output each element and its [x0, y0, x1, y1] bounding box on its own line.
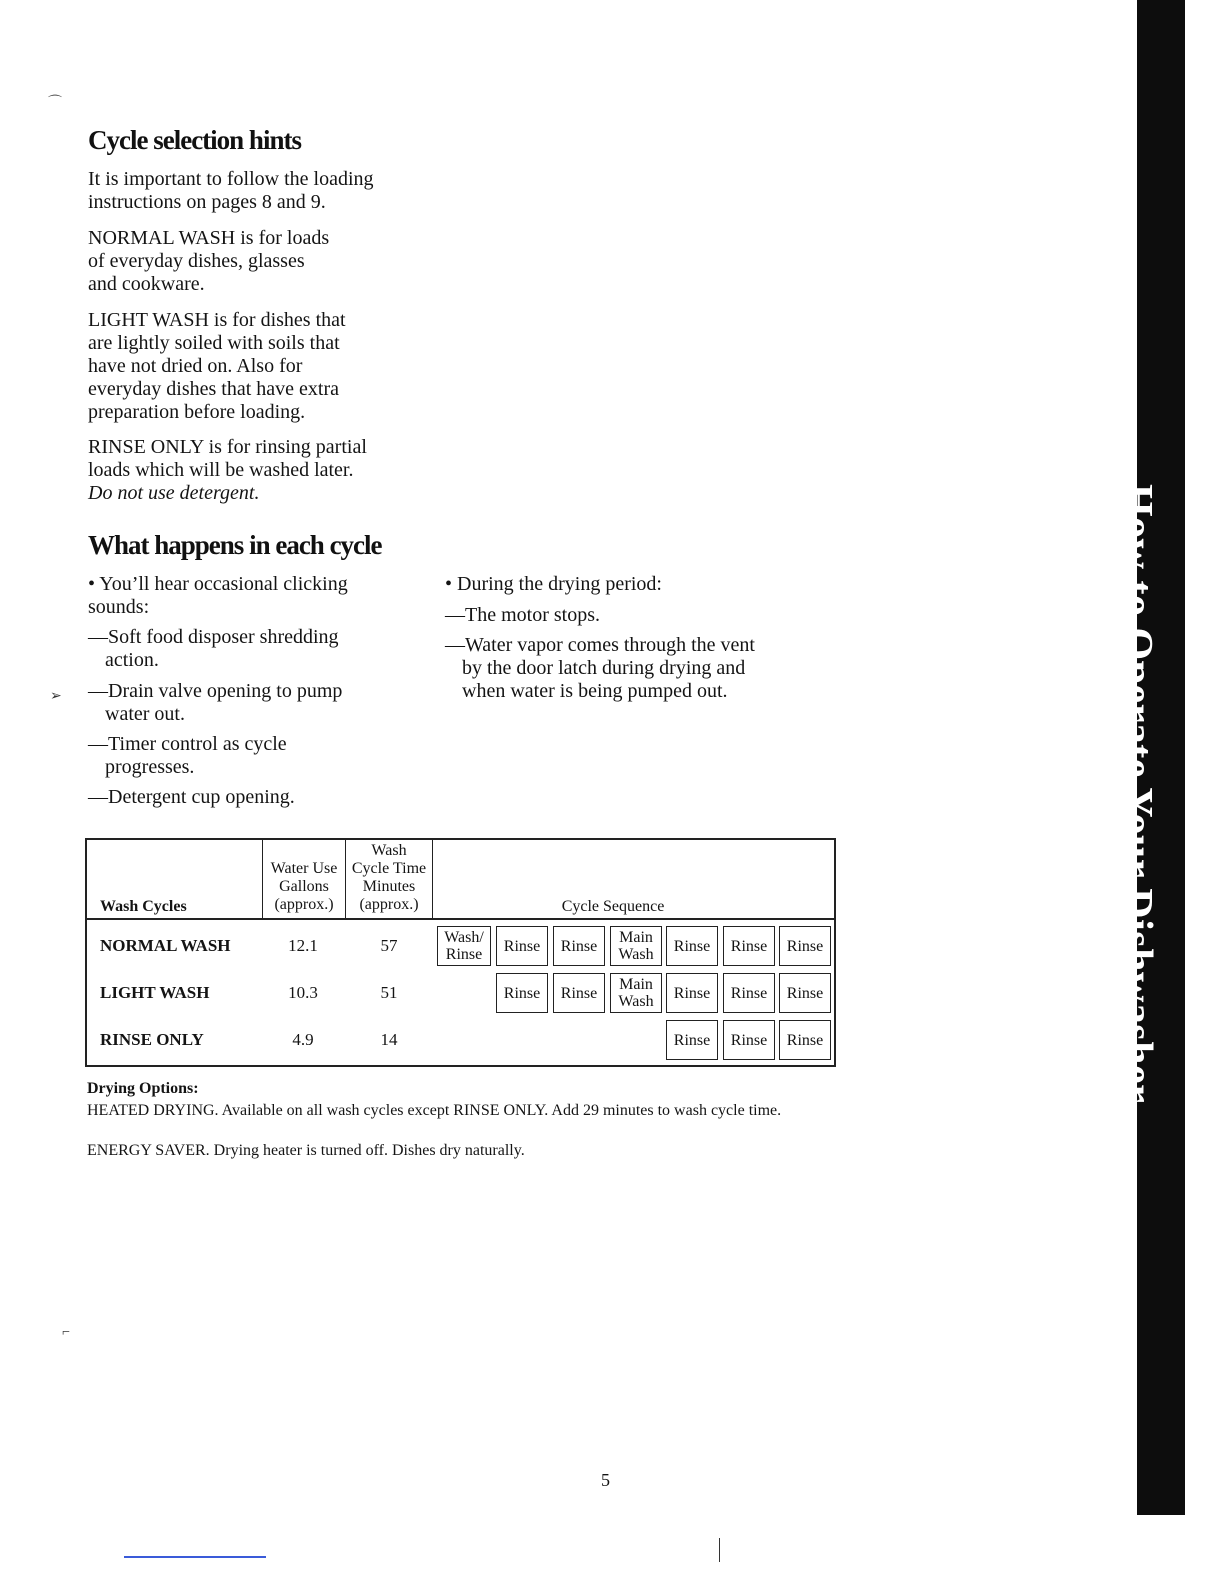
drying-energy-saver: ENERGY SAVER. Drying heater is turned off. Dishes dry naturally. — [87, 1142, 525, 1159]
step-normal-3: Rinse — [553, 926, 605, 966]
left-item-drain: —Drain valve opening to pump water out. — [88, 680, 343, 725]
step-rinse-3: Rinse — [779, 1020, 831, 1060]
cycle-hints-heading: Cycle selection hints — [88, 125, 301, 155]
right-item-vapor: —Water vapor comes through the vent by the door latch during drying and when water is being pumped out. — [445, 634, 755, 702]
header-wash-cycles: Wash Cycles — [100, 898, 187, 915]
scan-underline — [124, 1556, 266, 1558]
drying-heading: Drying Options: — [87, 1080, 199, 1097]
step-light-2: Rinse — [553, 973, 605, 1013]
minutes-normal: 57 — [380, 936, 398, 955]
right-item-bullet: • During the drying period: — [445, 573, 662, 595]
scan-mark: ➢ — [50, 689, 62, 704]
step-normal-5: Rinse — [666, 926, 718, 966]
minutes-light: 51 — [380, 983, 398, 1002]
row-label-normal: NORMAL WASH — [100, 936, 231, 955]
water-rinse: 4.9 — [292, 1030, 314, 1049]
hints-paragraph-normal: NORMAL WASH is for loads of everyday dishes, glasses and cookware. — [88, 227, 330, 295]
header-water-use: Water Use Gallons (approx.) — [270, 860, 338, 913]
row-label-rinse: RINSE ONLY — [100, 1030, 204, 1049]
step-light-4: Rinse — [666, 973, 718, 1013]
header-divider — [87, 918, 834, 920]
water-light: 10.3 — [288, 983, 318, 1002]
step-normal-2: Rinse — [496, 926, 548, 966]
step-light-3: Main Wash — [610, 973, 662, 1013]
drying-heated: HEATED DRYING. Available on all wash cycles except RINSE ONLY. Add 29 minutes to wash cycle time. — [87, 1102, 782, 1119]
step-rinse-2: Rinse — [723, 1020, 775, 1060]
step-normal-6: Rinse — [723, 926, 775, 966]
minutes-rinse: 14 — [380, 1030, 398, 1049]
left-item-detergent: —Detergent cup opening. — [88, 786, 295, 808]
step-normal-4: Main Wash — [610, 926, 662, 966]
each-cycle-heading: What happens in each cycle — [88, 530, 382, 560]
scan-tick — [719, 1538, 720, 1562]
header-cycle-time: Wash Cycle Time Minutes (approx.) — [351, 842, 427, 913]
left-item-bullet: • You’ll hear occasional clicking sounds: — [88, 573, 348, 618]
step-rinse-1: Rinse — [666, 1020, 718, 1060]
hints-paragraph-light: LIGHT WASH is for dishes that are lightly soiled with soils that have not dried on. Also for everyday dishes that have extra preparation before loading. — [88, 309, 346, 423]
water-normal: 12.1 — [288, 936, 318, 955]
hints-paragraph-loading: It is important to follow the loading instructions on pages 8 and 9. — [88, 168, 374, 213]
header-cycle-sequence: Cycle Sequence — [561, 898, 665, 915]
scan-mark: ⌒ — [48, 96, 62, 111]
step-normal-1: Wash/ Rinse — [437, 926, 491, 966]
left-item-disposer: —Soft food disposer shredding action. — [88, 626, 339, 671]
cycle-table — [85, 838, 836, 1067]
step-light-1: Rinse — [496, 973, 548, 1013]
left-item-timer: —Timer control as cycle progresses. — [88, 733, 287, 778]
step-light-6: Rinse — [779, 973, 831, 1013]
hints-paragraph-rinse: RINSE ONLY is for rinsing partial loads which will be washed later. — [88, 436, 367, 481]
scan-mark: ⌐ — [62, 1325, 70, 1340]
page-number: 5 — [601, 1470, 610, 1490]
step-normal-7: Rinse — [779, 926, 831, 966]
hints-italic-note: Do not use detergent. — [88, 482, 260, 504]
step-light-5: Rinse — [723, 973, 775, 1013]
section-tab-label: How to Operate Your Dishwasher — [1114, 484, 1160, 1104]
right-item-motor: —The motor stops. — [445, 604, 600, 626]
row-label-light: LIGHT WASH — [100, 983, 210, 1002]
